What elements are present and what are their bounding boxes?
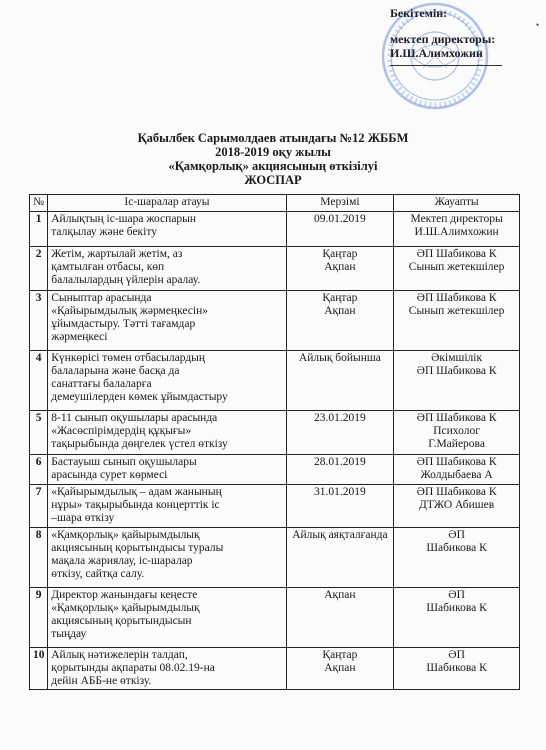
responsible-cell-line: Жолдыбаева А <box>420 469 493 481</box>
activity-cell <box>48 485 286 528</box>
activity-cell <box>48 212 286 247</box>
activity-cell-line: Күнкөрісі төмен отбасылардың <box>51 352 206 364</box>
date-cell-line: 28.01.2019 <box>314 456 366 468</box>
activity-cell-line: санаттағы балаларға <box>51 378 152 390</box>
table-row <box>30 351 520 411</box>
responsible-cell <box>394 648 520 690</box>
activity-cell-line: «Қамқорлық» қайырымдылық <box>51 529 200 541</box>
activity-cell-line: Сыныптар арасында <box>51 292 152 304</box>
activity-cell-line: 8-11 сынып оқушылары арасында <box>51 412 218 424</box>
approval-block <box>390 6 495 60</box>
activity-cell-line: жәрмеңкесі <box>51 331 108 343</box>
responsible-cell-line: ӘП Шабикова К <box>416 365 497 377</box>
responsible-cell-line: Г.Майерова <box>428 438 485 450</box>
activity-cell-line: арасында сурет көрмесі <box>51 469 168 481</box>
row-number: 5 <box>30 411 48 455</box>
responsible-cell-line: ДТЖО Абишев <box>418 499 495 511</box>
responsible-cell-line: ӘП Шабикова К <box>416 412 497 424</box>
responsible-cell-line: ӘП <box>448 649 465 661</box>
row-number: 8 <box>30 528 48 588</box>
table-row <box>30 648 520 690</box>
activity-cell-line: Бастауыш сынып оқушылары <box>51 456 197 468</box>
header-activity: Іс-шаралар атауы <box>48 195 286 212</box>
row-number: 3 <box>30 291 48 351</box>
responsible-cell-line: Әкімшілік <box>431 352 483 364</box>
approval-position: мектеп директоры: <box>390 32 496 46</box>
activity-cell-line: талқылау және бекіту <box>51 226 157 238</box>
activity-cell <box>48 351 286 411</box>
responsible-cell <box>394 528 520 588</box>
plan-title: ЖОСПАР <box>244 173 302 187</box>
campaign-title: «Қамқорлық» акциясының өткізілуі <box>168 159 378 173</box>
responsible-cell-line: ӘП <box>448 529 465 541</box>
activity-cell-line: Директор жанындағы кеңесте <box>51 589 198 601</box>
activity-cell-line: дейін АББ-не өткізу. <box>51 675 152 687</box>
activity-cell-line: «Қайырымдылық – адам жанының <box>51 486 222 498</box>
activity-cell-line: –шара өткізу <box>51 512 115 524</box>
date-cell <box>286 411 394 455</box>
row-number: 4 <box>30 351 48 411</box>
responsible-cell-line: И.Ш.Алимхожин <box>414 226 499 238</box>
activity-cell-line: Айлық нәтижелерін талдап, <box>51 649 188 661</box>
table-header-row <box>30 195 520 212</box>
date-cell <box>286 648 394 690</box>
date-cell-line: Айлық аяқталғанда <box>292 529 388 541</box>
header-number: № <box>30 195 48 212</box>
table-body <box>30 212 520 690</box>
responsible-cell <box>394 455 520 485</box>
responsible-cell-line: ӘП Шабикова К <box>416 248 497 260</box>
table-row <box>30 291 520 351</box>
activity-cell <box>48 528 286 588</box>
academic-year: 2018-2019 оқу жылы <box>215 145 331 159</box>
activity-cell-line: балаларына және басқа да <box>51 365 180 377</box>
responsible-cell-line: Сынып жетекшілер <box>408 305 505 317</box>
responsible-cell <box>394 588 520 648</box>
row-number: 2 <box>30 247 48 291</box>
activity-cell-line: қорытынды ақпараты 08.02.19-на <box>51 662 215 674</box>
responsible-cell <box>394 485 520 528</box>
responsible-cell-line: Мектеп директоры <box>410 213 503 225</box>
approval-signatory: И.Ш.Алимхожин <box>390 46 483 60</box>
date-cell-line: 09.01.2019 <box>314 213 366 225</box>
activity-cell-line: акциясының қорытындысын <box>51 615 192 627</box>
row-number: 6 <box>30 455 48 485</box>
responsible-cell-line: ӘП Шабикова К <box>416 486 497 498</box>
activity-cell <box>48 291 286 351</box>
responsible-cell-line: Шабикова К <box>426 662 487 674</box>
header-date: Мерзімі <box>286 195 394 212</box>
date-cell <box>286 247 394 291</box>
activity-cell <box>48 247 286 291</box>
responsible-cell-line: Шабикова К <box>426 602 487 614</box>
activity-cell-line: өткізу, сайтқа салу. <box>51 568 145 580</box>
approval-label: Бекітемін: <box>390 6 448 20</box>
activity-cell <box>48 411 286 455</box>
responsible-cell-line: ӘП <box>448 589 465 601</box>
responsible-cell-line: Сынып жетекшілер <box>408 261 505 273</box>
activity-cell-line: қамтылған отбасы, көп <box>51 261 165 273</box>
activity-cell <box>48 648 286 690</box>
date-cell <box>286 455 394 485</box>
activity-cell-line: тақырыбында дөңгелек үстел өткізу <box>51 438 228 450</box>
date-cell-line: Ақпан <box>324 589 356 601</box>
row-number: 1 <box>30 212 48 247</box>
date-cell-line: 23.01.2019 <box>314 412 366 424</box>
activity-cell-line: «Қамқорлық» қайырымдылық <box>51 602 200 614</box>
date-cell-line: Ақпан <box>324 261 356 273</box>
row-number: 9 <box>30 588 48 648</box>
school-name: Қабылбек Сарымолдаев атындағы №12 ЖББМ <box>137 131 409 145</box>
activity-cell-line: «Қайырымдылық жәрмеңкесін» <box>51 305 208 317</box>
activity-cell-line: ұйымдастыру. Тәтті тағамдар <box>51 318 196 330</box>
date-cell-line: 31.01.2019 <box>314 486 366 498</box>
row-number: 7 <box>30 485 48 528</box>
date-cell <box>286 485 394 528</box>
plan-table <box>29 194 520 690</box>
responsible-cell-line: Шабикова К <box>426 542 487 554</box>
activity-cell-line: тыңдау <box>51 628 87 640</box>
responsible-cell <box>394 247 520 291</box>
table-row <box>30 212 520 247</box>
date-cell-line: Ақпан <box>324 305 356 317</box>
date-cell <box>286 212 394 247</box>
document-heading <box>0 131 546 187</box>
date-cell <box>286 291 394 351</box>
table-row <box>30 411 520 455</box>
responsible-cell <box>394 411 520 455</box>
date-cell-line: Қаңтар <box>322 248 358 260</box>
table-row <box>30 485 520 528</box>
date-cell-line: Қаңтар <box>322 292 358 304</box>
table-row <box>30 588 520 648</box>
activity-cell <box>48 455 286 485</box>
responsible-cell-line: ӘП Шабикова К <box>416 456 497 468</box>
activity-cell-line: балалылардың үйлерін аралау. <box>51 274 201 286</box>
activity-cell-line: «Жасөспірімдердің құқығы» <box>51 425 192 437</box>
margin-mark: • <box>536 20 540 30</box>
activity-cell-line: мақала жариялау, іс-шаралар <box>51 555 193 567</box>
table-row <box>30 528 520 588</box>
table-row <box>30 247 520 291</box>
date-cell <box>286 351 394 411</box>
activity-cell-line: Жетім, жартылай жетім, аз <box>51 248 183 260</box>
row-number: 10 <box>30 648 48 690</box>
activity-cell-line: Айлықтың іс-шара жоспарын <box>51 213 197 225</box>
responsible-cell <box>394 291 520 351</box>
signature-line <box>390 65 502 66</box>
date-cell-line: Қаңтар <box>322 649 358 661</box>
date-cell-line: Айлық бойынша <box>298 352 381 364</box>
header-responsible: Жауапты <box>394 195 520 212</box>
activity-cell-line: акциясының қорытындысы туралы <box>51 542 224 554</box>
responsible-cell-line: ӘП Шабикова К <box>416 292 497 304</box>
responsible-cell-line: Психолог <box>433 425 480 437</box>
date-cell-line: Ақпан <box>324 662 356 674</box>
activity-cell-line: нұры» тақырыбында концерттік іс <box>51 499 220 511</box>
responsible-cell <box>394 212 520 247</box>
table-row <box>30 455 520 485</box>
date-cell <box>286 528 394 588</box>
responsible-cell <box>394 351 520 411</box>
date-cell <box>286 588 394 648</box>
activity-cell-line: демеушілерден көмек ұйымдастыру <box>51 391 228 403</box>
activity-cell <box>48 588 286 648</box>
